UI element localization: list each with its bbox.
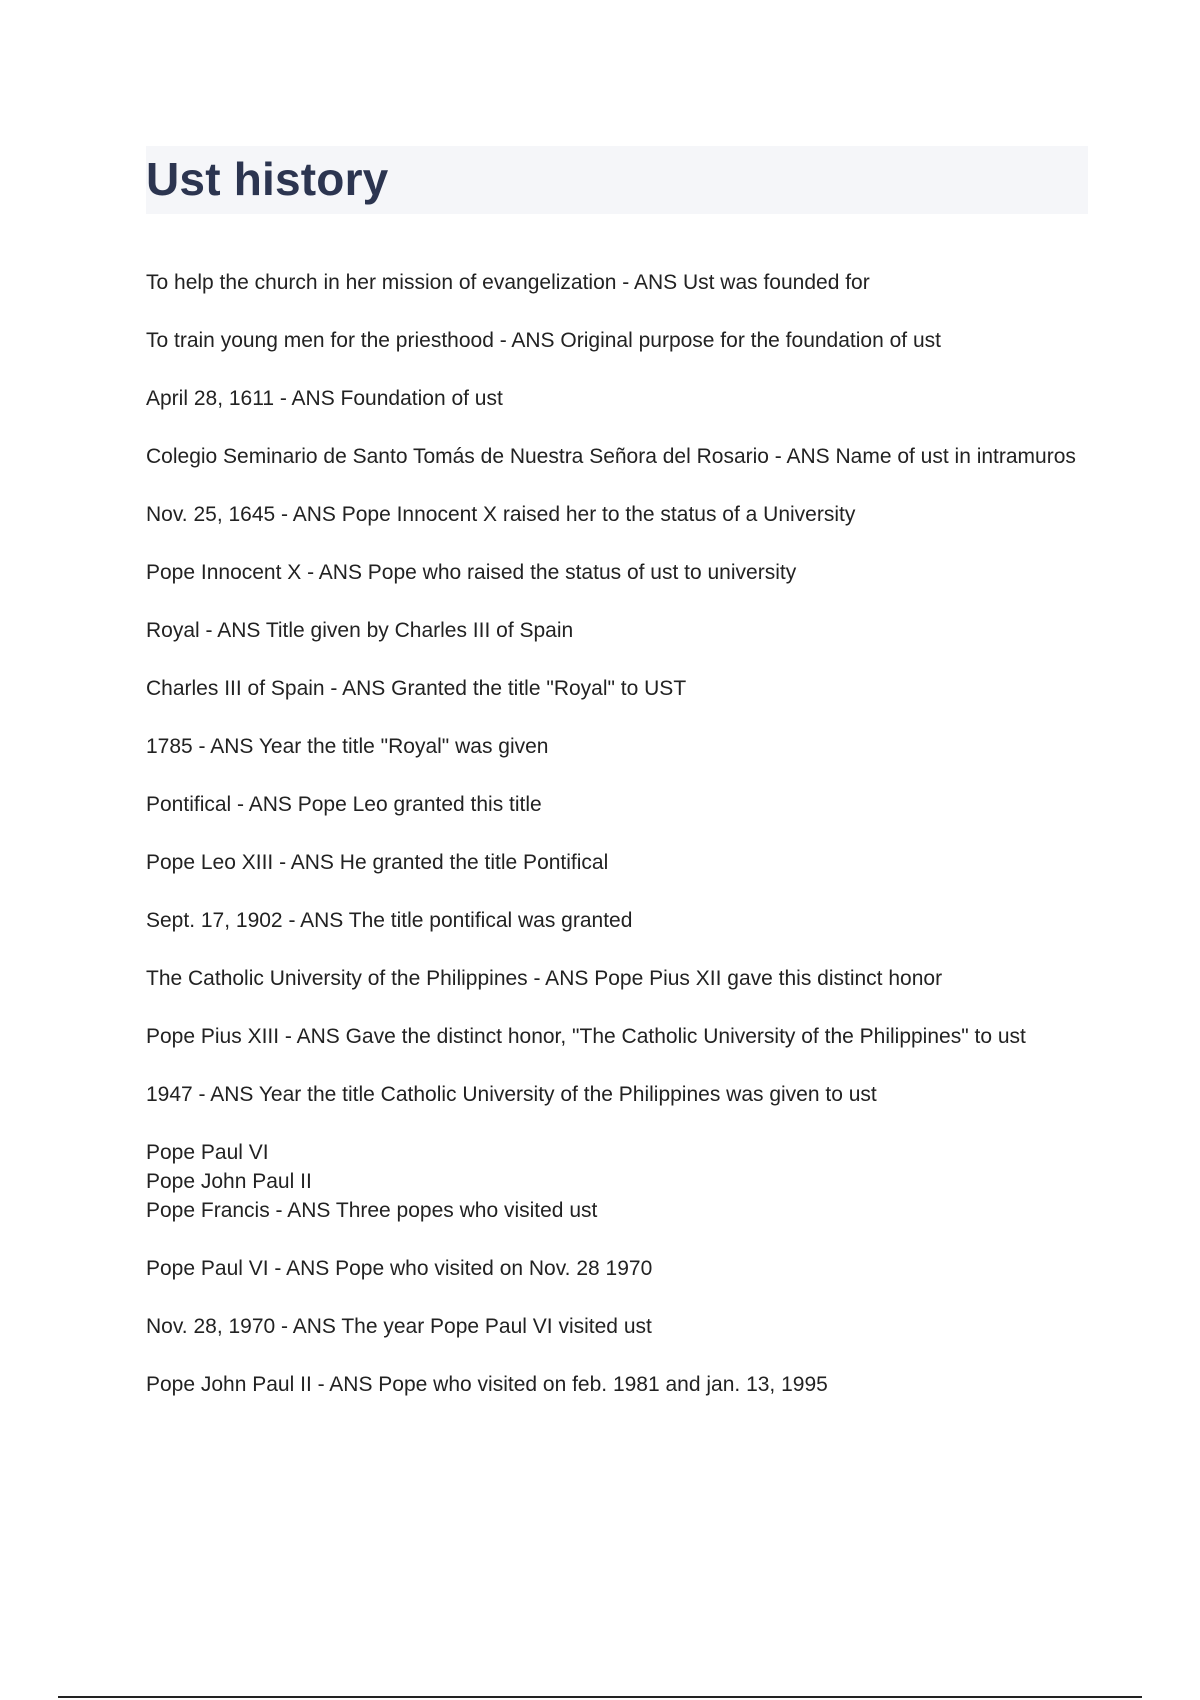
qa-item: Nov. 25, 1645 - ANS Pope Innocent X raised her to the status of a University [146, 503, 856, 526]
qa-item: Pope Paul VI - ANS Pope who visited on Nov. 28 1970 [146, 1257, 653, 1280]
qa-item: Pope Innocent X - ANS Pope who raised the status of ust to university [146, 561, 797, 584]
title-banner [146, 146, 1088, 214]
qa-item: Pontifical - ANS Pope Leo granted this title [146, 793, 542, 816]
qa-item: 1947 - ANS Year the title Catholic University of the Philippines was given to ust [146, 1083, 877, 1106]
qa-item: Colegio Seminario de Santo Tomás de Nuestra Señora del Rosario - ANS Name of ust in intramuros [146, 445, 1076, 468]
page-title: Ust history [146, 153, 389, 205]
qa-item: Pope Leo XIII - ANS He granted the title Pontifical [146, 851, 609, 874]
footer-divider [58, 1696, 1142, 1698]
qa-item: Sept. 17, 1902 - ANS The title pontifical was granted [146, 909, 633, 932]
qa-item: 1785 - ANS Year the title "Royal" was given [146, 735, 549, 758]
qa-item: Nov. 28, 1970 - ANS The year Pope Paul VI visited ust [146, 1315, 652, 1338]
qa-item: To train young men for the priesthood - ANS Original purpose for the foundation of ust [146, 329, 941, 352]
qa-item: The Catholic University of the Philippines - ANS Pope Pius XII gave this distinct honor [146, 967, 943, 990]
qa-item: Pope John Paul II - ANS Pope who visited on feb. 1981 and jan. 13, 1995 [146, 1373, 828, 1396]
qa-item: Charles III of Spain - ANS Granted the title "Royal" to UST [146, 677, 687, 700]
qa-item: Pope Paul VI Pope John Paul II Pope Francis - ANS Three popes who visited ust [146, 1141, 598, 1222]
qa-item: April 28, 1611 - ANS Foundation of ust [146, 387, 503, 410]
qa-list [146, 268, 1086, 1428]
qa-item: Pope Pius XIII - ANS Gave the distinct honor, "The Catholic University of the Philippines" to ust [146, 1025, 1026, 1048]
qa-item: To help the church in her mission of evangelization - ANS Ust was founded for [146, 271, 870, 294]
qa-item: Royal - ANS Title given by Charles III of Spain [146, 619, 574, 642]
